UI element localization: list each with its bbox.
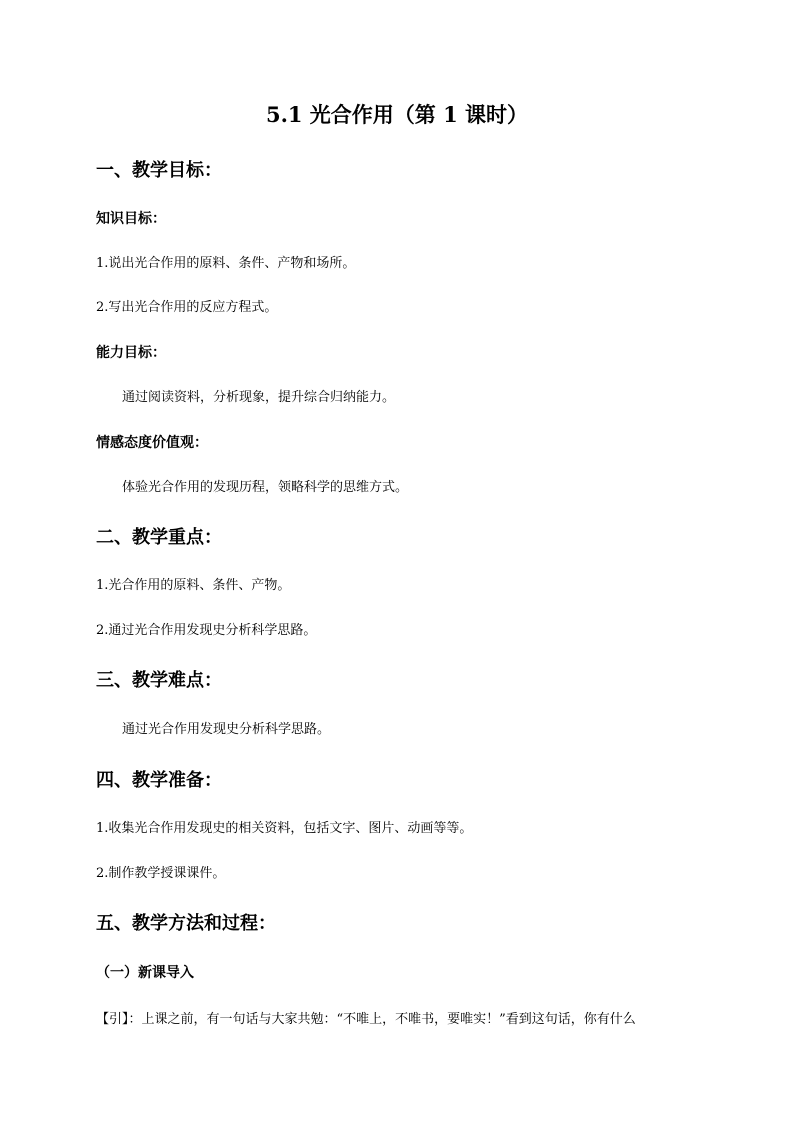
paragraph-preparation-1: 1.收集光合作用发现史的相关资料，包括文字、图片、动画等等。 xyxy=(96,821,473,836)
subsection-heading-ability: 能力目标： xyxy=(96,345,166,361)
paragraph-attitude-1: 体验光合作用的发现历程，领略科学的思维方式。 xyxy=(122,480,409,495)
subsection-heading-attitude: 情感态度价值观： xyxy=(96,435,208,451)
section-heading-methods: 五、教学方法和过程： xyxy=(96,913,276,934)
subsection-heading-knowledge: 知识目标： xyxy=(96,211,166,227)
document-title: 5.1 光合作用（第 1 课时） xyxy=(265,102,529,127)
subsection-heading-introduction: （一）新课导入 xyxy=(96,965,194,981)
section-heading-objectives: 一、教学目标： xyxy=(96,160,222,181)
paragraph-preparation-2: 2.制作教学授课课件。 xyxy=(96,866,226,881)
paragraph-difficulties-1: 通过光合作用发现史分析科学思路。 xyxy=(122,722,331,737)
section-heading-key-points: 二、教学重点： xyxy=(96,527,222,548)
paragraph-knowledge-1: 1.说出光合作用的原料、条件、产物和场所。 xyxy=(96,256,356,271)
paragraph-knowledge-2: 2.写出光合作用的反应方程式。 xyxy=(96,300,278,315)
paragraph-ability-1: 通过阅读资料，分析现象，提升综合归纳能力。 xyxy=(122,390,396,405)
section-heading-preparation: 四、教学准备： xyxy=(96,770,222,791)
paragraph-key-points-2: 2.通过光合作用发现史分析科学思路。 xyxy=(96,623,317,638)
section-heading-difficulties: 三、教学难点： xyxy=(96,670,222,691)
paragraph-key-points-1: 1.光合作用的原料、条件、产物。 xyxy=(96,578,291,593)
paragraph-introduction-1: 【引】：上课之前，有一句话与大家共勉：“不唯上，不唯书，要唯实！”看到这句话，你有什么 xyxy=(96,1012,636,1027)
